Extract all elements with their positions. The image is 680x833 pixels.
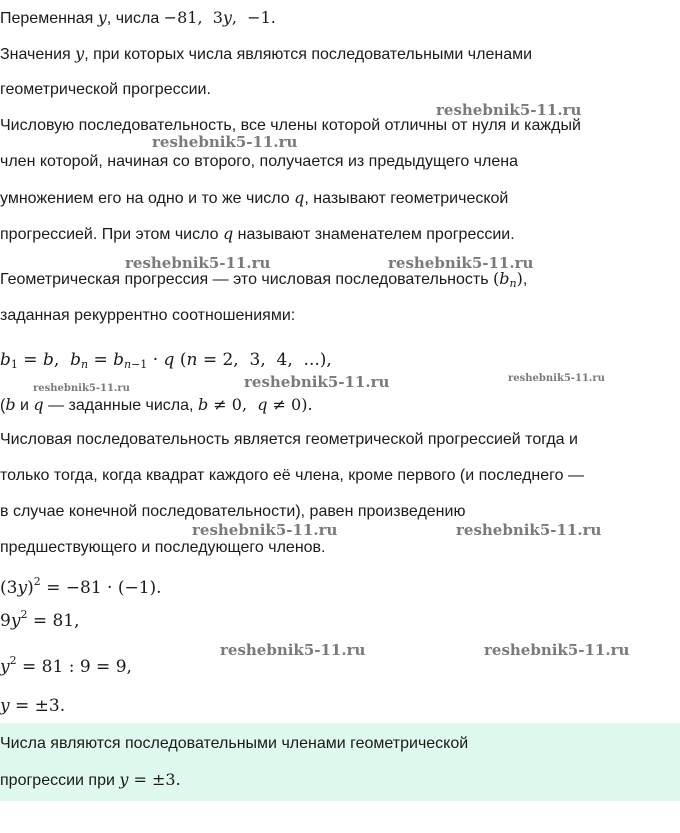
watermark-text: reshebnik5-11.ru (484, 641, 630, 659)
solution-step-3: $y^2 = 81$ : 9 = 9, (0, 654, 132, 677)
definition-line-2: член которой, начиная со второго, получается из предыдущего члена (0, 153, 518, 170)
watermark-text: reshebnik5-11.ru (125, 254, 271, 272)
watermark-text: reshebnik5-11.ru (388, 254, 534, 272)
definition-line-3: умножением его на одно и то же число q, называют геометрической (0, 188, 509, 207)
recurrence-line-1: Геометрическая прогрессия — это числовая последовательность $(b_n)$, (0, 269, 528, 290)
criterion-line-1: Числовая последовательность является геометрической прогрессией тогда и (0, 431, 578, 448)
criterion-line-4: предшествующего и последующего членов. (0, 539, 326, 556)
watermark-text: reshebnik5-11.ru (436, 101, 582, 119)
answer-line-2: прогрессии при y = ±3. (0, 770, 181, 789)
watermark-text: reshebnik5-11.ru (152, 133, 298, 151)
criterion-line-2: только тогда, когда квадрат каждого её члена, кроме первого (и последнего — (0, 467, 584, 484)
solution-step-1: $(3y)^2 = -81 \cdot (-1)$. (0, 575, 162, 598)
watermark-text: reshebnik5-11.ru (220, 641, 366, 659)
watermark-text: reshebnik5-11.ru (192, 521, 338, 539)
watermark-text: reshebnik5-11.ru (508, 373, 605, 384)
intro-line: Переменная y, числа −81, 3y, −1. (0, 8, 276, 27)
recurrence-formula: $b_1 = b$, $b_n = b_{n-1} \cdot q$ (n = 2, 3, 4, ...), (0, 350, 332, 371)
recurrence-note: (b и q — заданные числа, b ≠ 0, q ≠ 0). (0, 395, 313, 414)
question-line-2: геометрической прогрессии. (0, 81, 211, 98)
solution-step-4: y = ±3. (0, 696, 66, 716)
answer-line-1: Числа являются последовательными членами геометрической (0, 735, 469, 752)
watermark-text: reshebnik5-11.ru (244, 373, 390, 391)
watermark-text: reshebnik5-11.ru (33, 383, 130, 394)
solution-step-2: $9y^2 = 81$, (0, 608, 80, 631)
criterion-line-3: в случае конечной последовательности), равен произведению (0, 503, 466, 520)
question-line-1: Значения y, при которых числа являются последовательными членами (0, 44, 533, 63)
definition-line-1: Числовую последовательность, все члены которой отличны от нуля и каждый (0, 117, 581, 134)
watermark-text: reshebnik5-11.ru (456, 521, 602, 539)
recurrence-line-2: заданная рекуррентно соотношениями: (0, 307, 296, 324)
definition-line-4: прогрессией. При этом число q называют знаменателем прогрессии. (0, 224, 515, 243)
